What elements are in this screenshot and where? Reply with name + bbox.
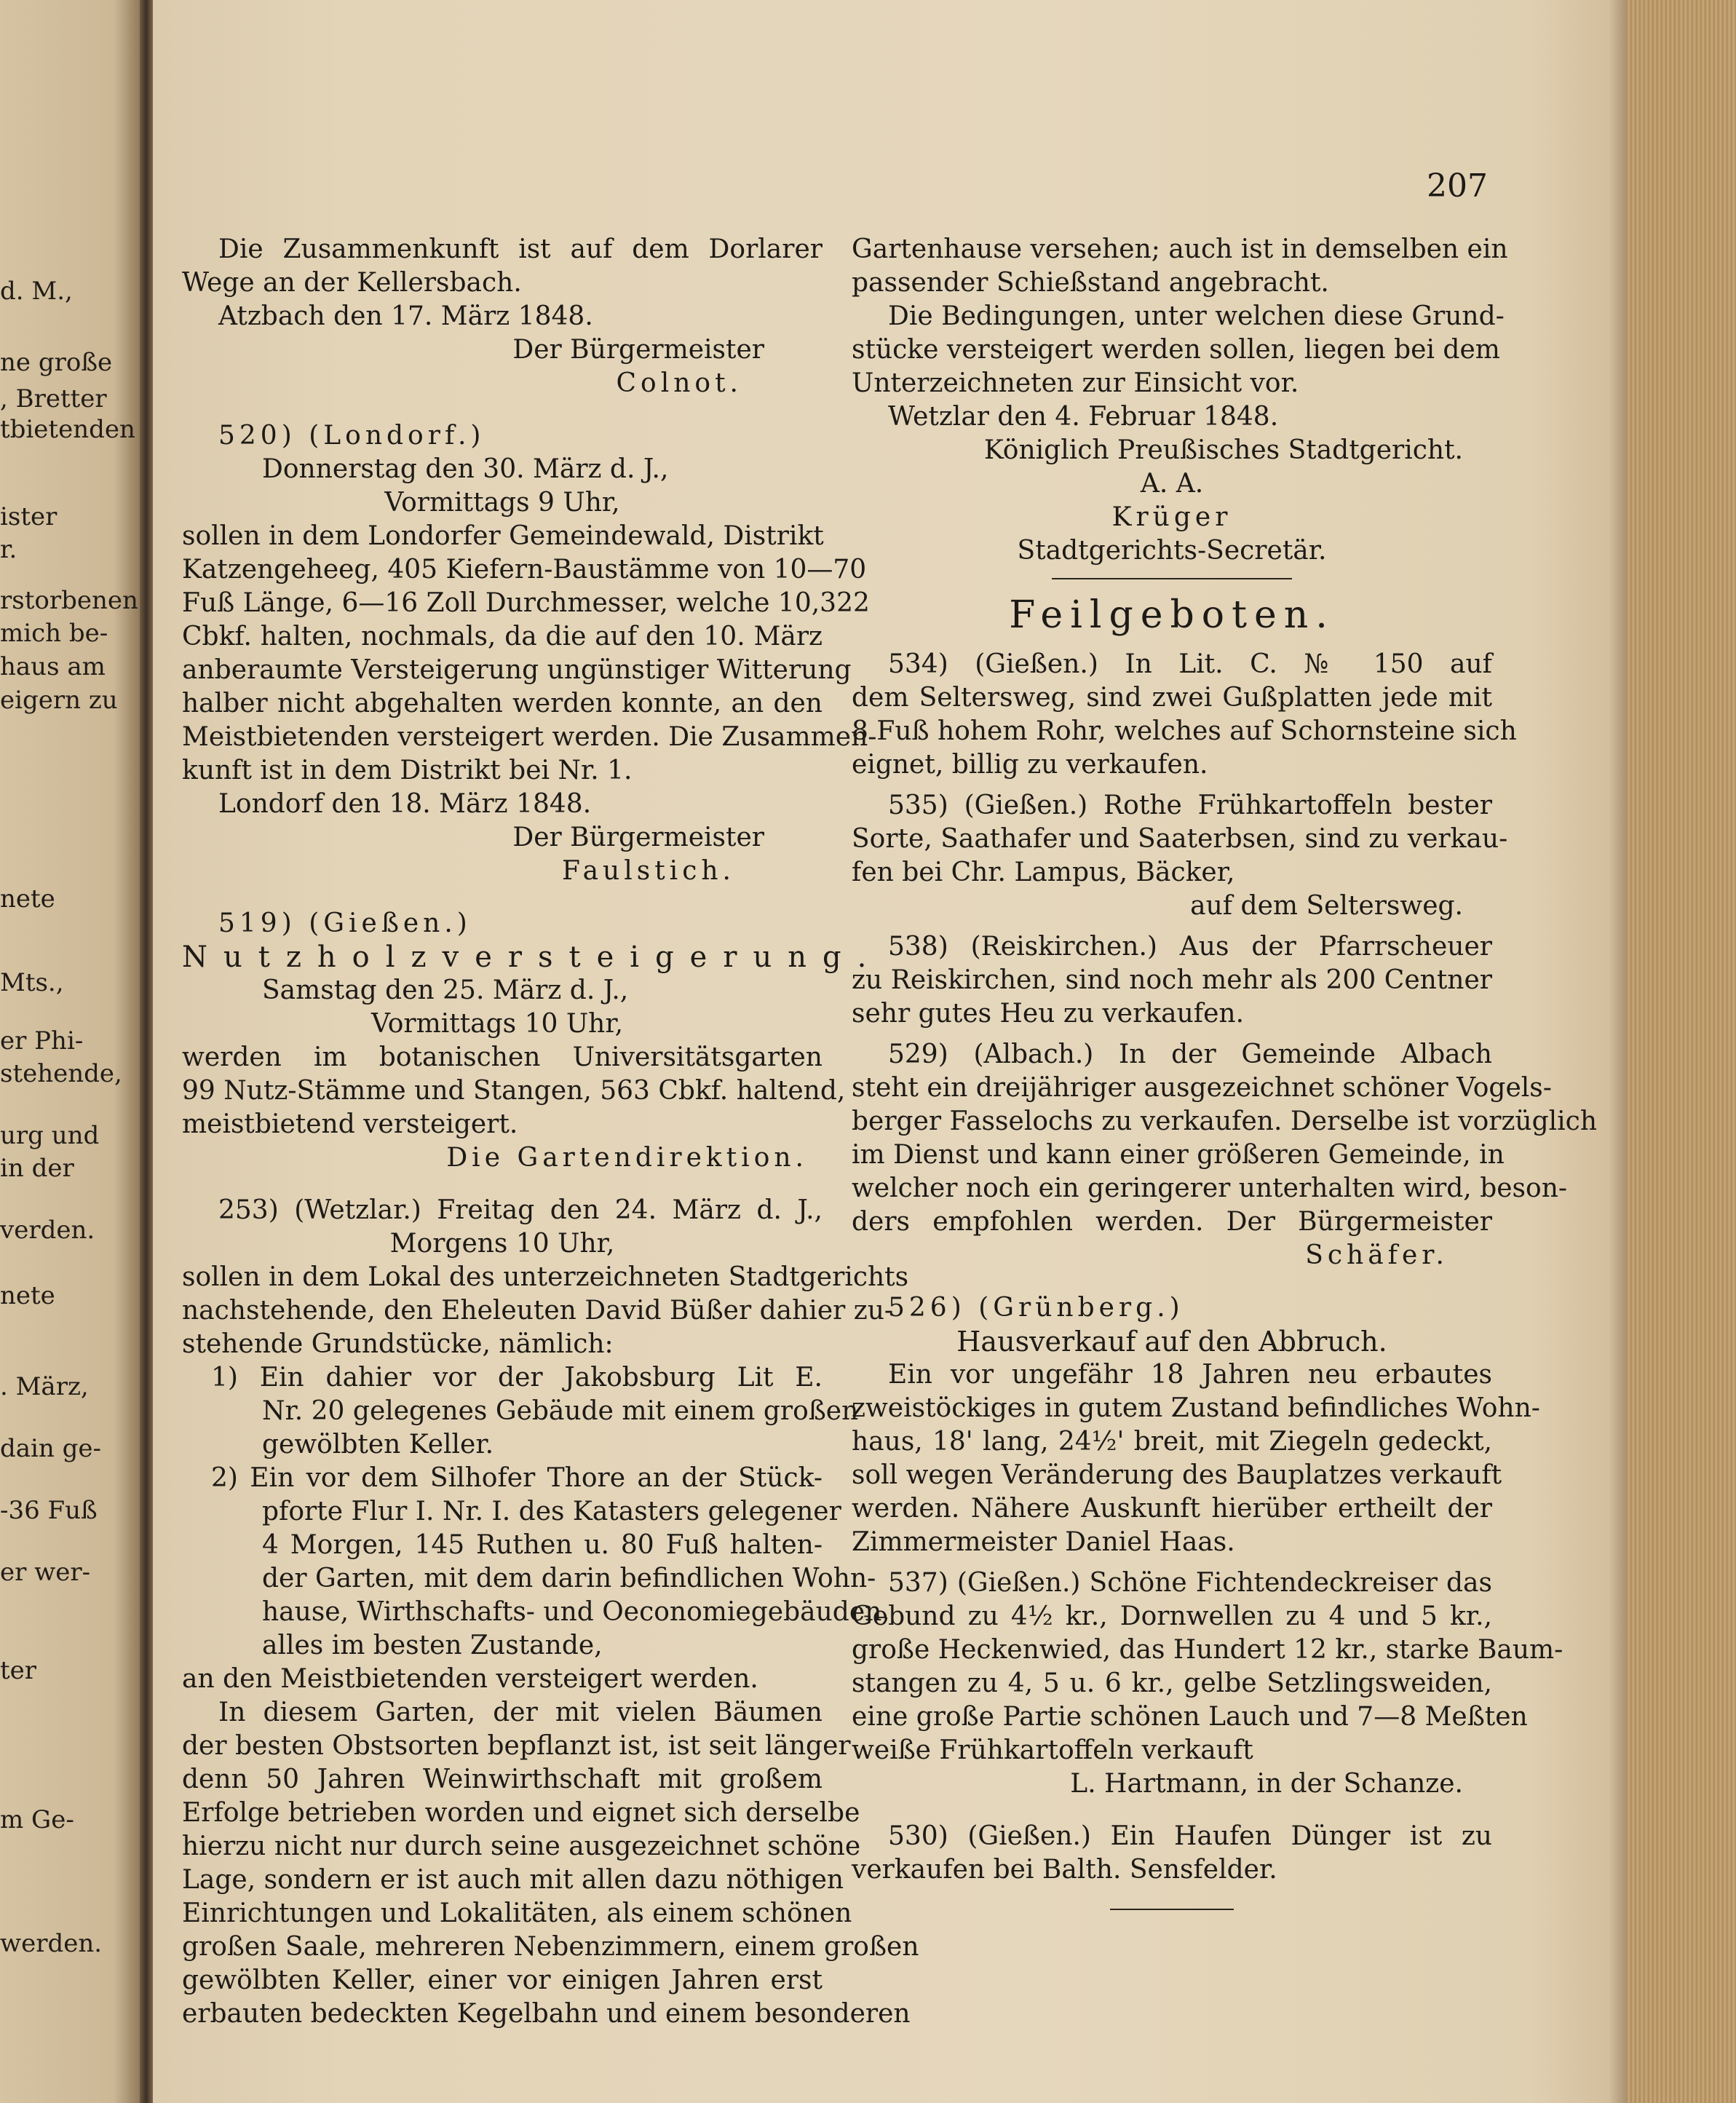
previous-page-fragment: werden. xyxy=(0,1929,103,1958)
text-line: gewölbten Keller, einer vor einigen Jahren erst xyxy=(182,1965,823,1995)
list-item: 4 Morgen, 145 Ruthen u. 80 Fuß halten- xyxy=(262,1530,823,1560)
text-line: berger Fasselochs zu verkaufen. Derselbe ist vorzüglich xyxy=(852,1106,1598,1136)
text-line: sollen in dem Lokal des unterzeichneten Stadtgerichts xyxy=(182,1262,909,1292)
text-line: steht ein dreijähriger ausgezeichnet schöner Vogels- xyxy=(852,1073,1552,1103)
text-line: Die Zusammenkunft ist auf dem Dorlarer xyxy=(218,234,823,264)
previous-page-fragment: dain ge- xyxy=(0,1434,101,1463)
text-line: Ein vor ungefähr 18 Jahren neu erbautes xyxy=(888,1360,1492,1390)
signature-title: Der Bürgermeister xyxy=(512,823,764,852)
list-item: hause, Wirthschafts- und Oeconomiegebäuden, xyxy=(262,1597,890,1627)
text-line: im Dienst und kann einer größeren Gemeinde, in xyxy=(852,1140,1505,1170)
text-line: denn 50 Jahren Weinwirthschaft mit großem xyxy=(182,1765,823,1794)
previous-page-fragment: eigern zu xyxy=(0,686,118,715)
text-line: Wetzlar den 4. Februar 1848. xyxy=(888,402,1279,432)
previous-page-edge xyxy=(0,0,142,2103)
text-line: Fuß Länge, 6—16 Zoll Durchmesser, welche 10,322 xyxy=(182,588,870,618)
previous-page-fragment: urg und xyxy=(0,1121,100,1150)
previous-page-fragment: Mts., xyxy=(0,968,64,997)
text-line: kunft ist in dem Distrikt bei Nr. 1. xyxy=(182,756,633,785)
ad-header: 526) (Grünberg.) xyxy=(888,1293,1184,1323)
text-line: meistbietend versteigert. xyxy=(182,1109,518,1139)
previous-page-fragment: rstorbenen xyxy=(0,586,138,615)
ad-header: 529) (Albach.) In der Gemeinde Albach xyxy=(888,1039,1492,1069)
text-line: Zimmermeister Daniel Haas. xyxy=(852,1527,1235,1557)
text-line: Morgens 10 Uhr, xyxy=(389,1229,615,1259)
text-line: Samstag den 25. März d. J., xyxy=(262,975,629,1005)
text-line: Sorte, Saathafer und Saaterbsen, sind zu verkau- xyxy=(852,824,1508,854)
signature-name: Faulstich. xyxy=(562,856,735,886)
text-line: Donnerstag den 30. März d. J., xyxy=(262,454,669,484)
ad-header: 519) (Gießen.) xyxy=(218,908,472,938)
text-line: zu Reiskirchen, sind noch mehr als 200 Centner xyxy=(852,965,1492,995)
previous-page-fragment: m Ge- xyxy=(0,1805,74,1834)
ad-header: 253) (Wetzlar.) Freitag den 24. März d. J., xyxy=(218,1195,823,1225)
book-gutter xyxy=(140,0,153,2103)
text-line: Katzengeheeg, 405 Kiefern-Baustämme von 10—70 xyxy=(182,555,867,585)
text-line: In diesem Garten, der mit vielen Bäumen xyxy=(218,1698,823,1727)
ad-header: 538) (Reiskirchen.) Aus der Pfarrscheuer xyxy=(888,932,1492,962)
text-line: Unterzeichneten zur Einsicht vor. xyxy=(852,368,1299,398)
text-line: Einrichtungen und Lokalitäten, als einem schönen xyxy=(182,1898,852,1928)
signature-title: Stadtgerichts-Secretär. xyxy=(1017,536,1327,566)
previous-page-fragment: tbietenden xyxy=(0,415,135,444)
signature-title: Königlich Preußisches Stadtgericht. xyxy=(983,435,1463,465)
text-line: eignet, billig zu verkaufen. xyxy=(852,750,1208,780)
ad-header: 534) (Gießen.) In Lit. C. № 150 auf xyxy=(888,649,1492,679)
text-line: großen Saale, mehreren Nebenzimmern, einem großen xyxy=(182,1932,919,1962)
list-item: pforte Flur I. Nr. I. des Katasters gelegener xyxy=(262,1497,841,1526)
text-line: Wege an der Kellersbach. xyxy=(182,268,522,298)
text-line: eine große Partie schönen Lauch und 7—8 Meßten xyxy=(852,1702,1528,1732)
previous-page-fragment: stehende, xyxy=(0,1059,122,1088)
text-line: Erfolge betrieben worden und eignet sich derselbe xyxy=(182,1798,860,1828)
text-line: Atzbach den 17. März 1848. xyxy=(218,301,593,331)
signature-name: Schäfer. xyxy=(1305,1240,1448,1270)
text-line: weiße Frühkartoffeln verkauft xyxy=(852,1735,1253,1765)
text-line: halber nicht abgehalten werden konnte, an den xyxy=(182,689,823,718)
separator-rule xyxy=(1110,1909,1234,1910)
text-line: der besten Obstsorten bepflanzt ist, ist seit länger xyxy=(182,1731,851,1761)
list-item: alles im besten Zustande, xyxy=(262,1631,603,1660)
text-line: haus, 18' lang, 24½' breit, mit Ziegeln gedeckt, xyxy=(852,1427,1492,1457)
ad-title: Hausverkauf auf den Abbruch. xyxy=(956,1326,1387,1358)
ad-header: 537) (Gießen.) Schöne Fichtendeckreiser das xyxy=(888,1568,1492,1598)
previous-page-fragment: nete xyxy=(0,1281,55,1310)
signature-name: Krüger xyxy=(1111,502,1232,532)
text-line: sehr gutes Heu zu verkaufen. xyxy=(852,999,1245,1029)
text-line: Meistbietenden versteigert werden. Die Zusammen- xyxy=(182,722,877,752)
ad-header: 535) (Gießen.) Rothe Frühkartoffeln bester xyxy=(888,791,1492,820)
previous-page-fragment: verden. xyxy=(0,1216,95,1245)
text-line: Cbkf. halten, nochmals, da die auf den 10. März xyxy=(182,622,823,652)
text-line: sollen in dem Londorfer Gemeindewald, Distrikt xyxy=(182,521,824,551)
previous-page-fragment: ister xyxy=(0,502,58,531)
previous-page-fragment: -36 Fuß xyxy=(0,1496,98,1525)
text-line: 8 Fuß hohem Rohr, welches auf Schornsteine sich xyxy=(852,716,1517,746)
text-line: stücke versteigert werden sollen, liegen bei dem xyxy=(852,335,1500,365)
text-line: dem Seltersweg, sind zwei Gußplatten jede mit xyxy=(852,683,1492,713)
text-line: Die Bedingungen, unter welchen diese Grund- xyxy=(888,301,1505,331)
text-line: erbauten bedeckten Kegelbahn und einem besonderen xyxy=(182,1999,911,2029)
text-line: stangen zu 4, 5 u. 6 kr., gelbe Setzlingsweiden, xyxy=(852,1668,1492,1698)
ad-title: Nutzholzversteigerung. xyxy=(182,940,883,974)
previous-page-fragment: , Bretter xyxy=(0,384,107,413)
text-line: Lage, sondern er ist auch mit allen dazu nöthigen xyxy=(182,1865,844,1895)
text-line: große Heckenwied, das Hundert 12 kr., starke Baum- xyxy=(852,1635,1563,1665)
left-column xyxy=(182,233,919,2031)
text-line: 99 Nutz-Stämme und Stangen, 563 Cbkf. haltend, xyxy=(182,1076,846,1106)
previous-page-fragment: er wer- xyxy=(0,1558,91,1587)
text-line: werden im botanischen Universitätsgarten xyxy=(182,1042,823,1072)
text-line: Londorf den 18. März 1848. xyxy=(218,789,592,819)
text-line: werden. Nähere Auskunft hierüber ertheilt der xyxy=(852,1494,1492,1524)
previous-page-fragment: . März, xyxy=(0,1372,89,1401)
text-line: welcher noch ein geringerer unterhalten wird, beson- xyxy=(852,1173,1568,1203)
signature-initials: A. A. xyxy=(1140,469,1204,499)
signature-name: L. Hartmann, in der Schanze. xyxy=(1070,1769,1463,1799)
page-number: 207 xyxy=(1427,167,1488,205)
list-item: der Garten, mit dem darin befindlichen Wohn- xyxy=(262,1564,876,1593)
previous-page-fragment: haus am xyxy=(0,652,106,681)
page-stack-edge xyxy=(1627,0,1736,2103)
separator-rule xyxy=(1052,578,1292,579)
previous-page-fragment: er Phi- xyxy=(0,1026,84,1056)
list-item: gewölbten Keller. xyxy=(262,1430,494,1460)
text-line: Gebund zu 4½ kr., Dornwellen zu 4 und 5 kr., xyxy=(852,1601,1492,1631)
list-item: 2) Ein vor dem Silhofer Thore an der Stück- xyxy=(211,1463,823,1493)
text-line: anberaumte Versteigerung ungünstiger Witterung xyxy=(182,655,852,685)
text-line: ders empfohlen werden. Der Bürgermeister xyxy=(852,1207,1492,1237)
signature-name: Die Gartendirektion. xyxy=(446,1143,808,1173)
text-line: soll wegen Veränderung des Bauplatzes verkauft xyxy=(852,1460,1502,1490)
text-line: Gartenhause versehen; auch ist in demselben ein xyxy=(852,234,1508,264)
signature-title: Der Bürgermeister xyxy=(512,335,764,365)
text-line: Vormittags 9 Uhr, xyxy=(384,488,620,518)
text-line: verkaufen bei Balth. Sensfelder. xyxy=(852,1855,1277,1885)
previous-page-fragment: d. M., xyxy=(0,277,73,306)
previous-page-fragment: nete xyxy=(0,884,55,914)
signature-name: Colnot. xyxy=(616,368,742,398)
text-line: nachstehende, den Eheleuten David Büßer dahier zu- xyxy=(182,1296,894,1326)
list-item: Nr. 20 gelegenes Gebäude mit einem großen xyxy=(262,1396,859,1426)
ad-header: 530) (Gießen.) Ein Haufen Dünger ist zu xyxy=(888,1821,1492,1851)
text-line: zweistöckiges in gutem Zustand befindliches Wohn- xyxy=(852,1393,1540,1423)
previous-page-fragment: ter xyxy=(0,1656,37,1685)
previous-page-fragment: r. xyxy=(0,535,17,564)
ad-header: 520) (Londorf.) xyxy=(218,421,485,451)
text-line: passender Schießstand angebracht. xyxy=(852,268,1329,298)
section-heading: Feilgeboten. xyxy=(1009,593,1335,637)
text-line: stehende Grundstücke, nämlich: xyxy=(182,1329,614,1359)
text-line: an den Meistbietenden versteigert werden. xyxy=(182,1664,758,1694)
text-line: auf dem Seltersweg. xyxy=(1190,891,1463,921)
list-item: 1) Ein dahier vor der Jakobsburg Lit E. xyxy=(211,1363,823,1393)
text-line: Vormittags 10 Uhr, xyxy=(371,1009,624,1039)
right-column xyxy=(852,233,1598,1920)
previous-page-fragment: in der xyxy=(0,1154,74,1183)
text-line: hierzu nicht nur durch seine ausgezeichnet schöne xyxy=(182,1831,861,1861)
text-line: fen bei Chr. Lampus, Bäcker, xyxy=(852,858,1235,887)
previous-page-fragment: ne große xyxy=(0,348,113,377)
previous-page-fragment: mich be- xyxy=(0,619,108,648)
